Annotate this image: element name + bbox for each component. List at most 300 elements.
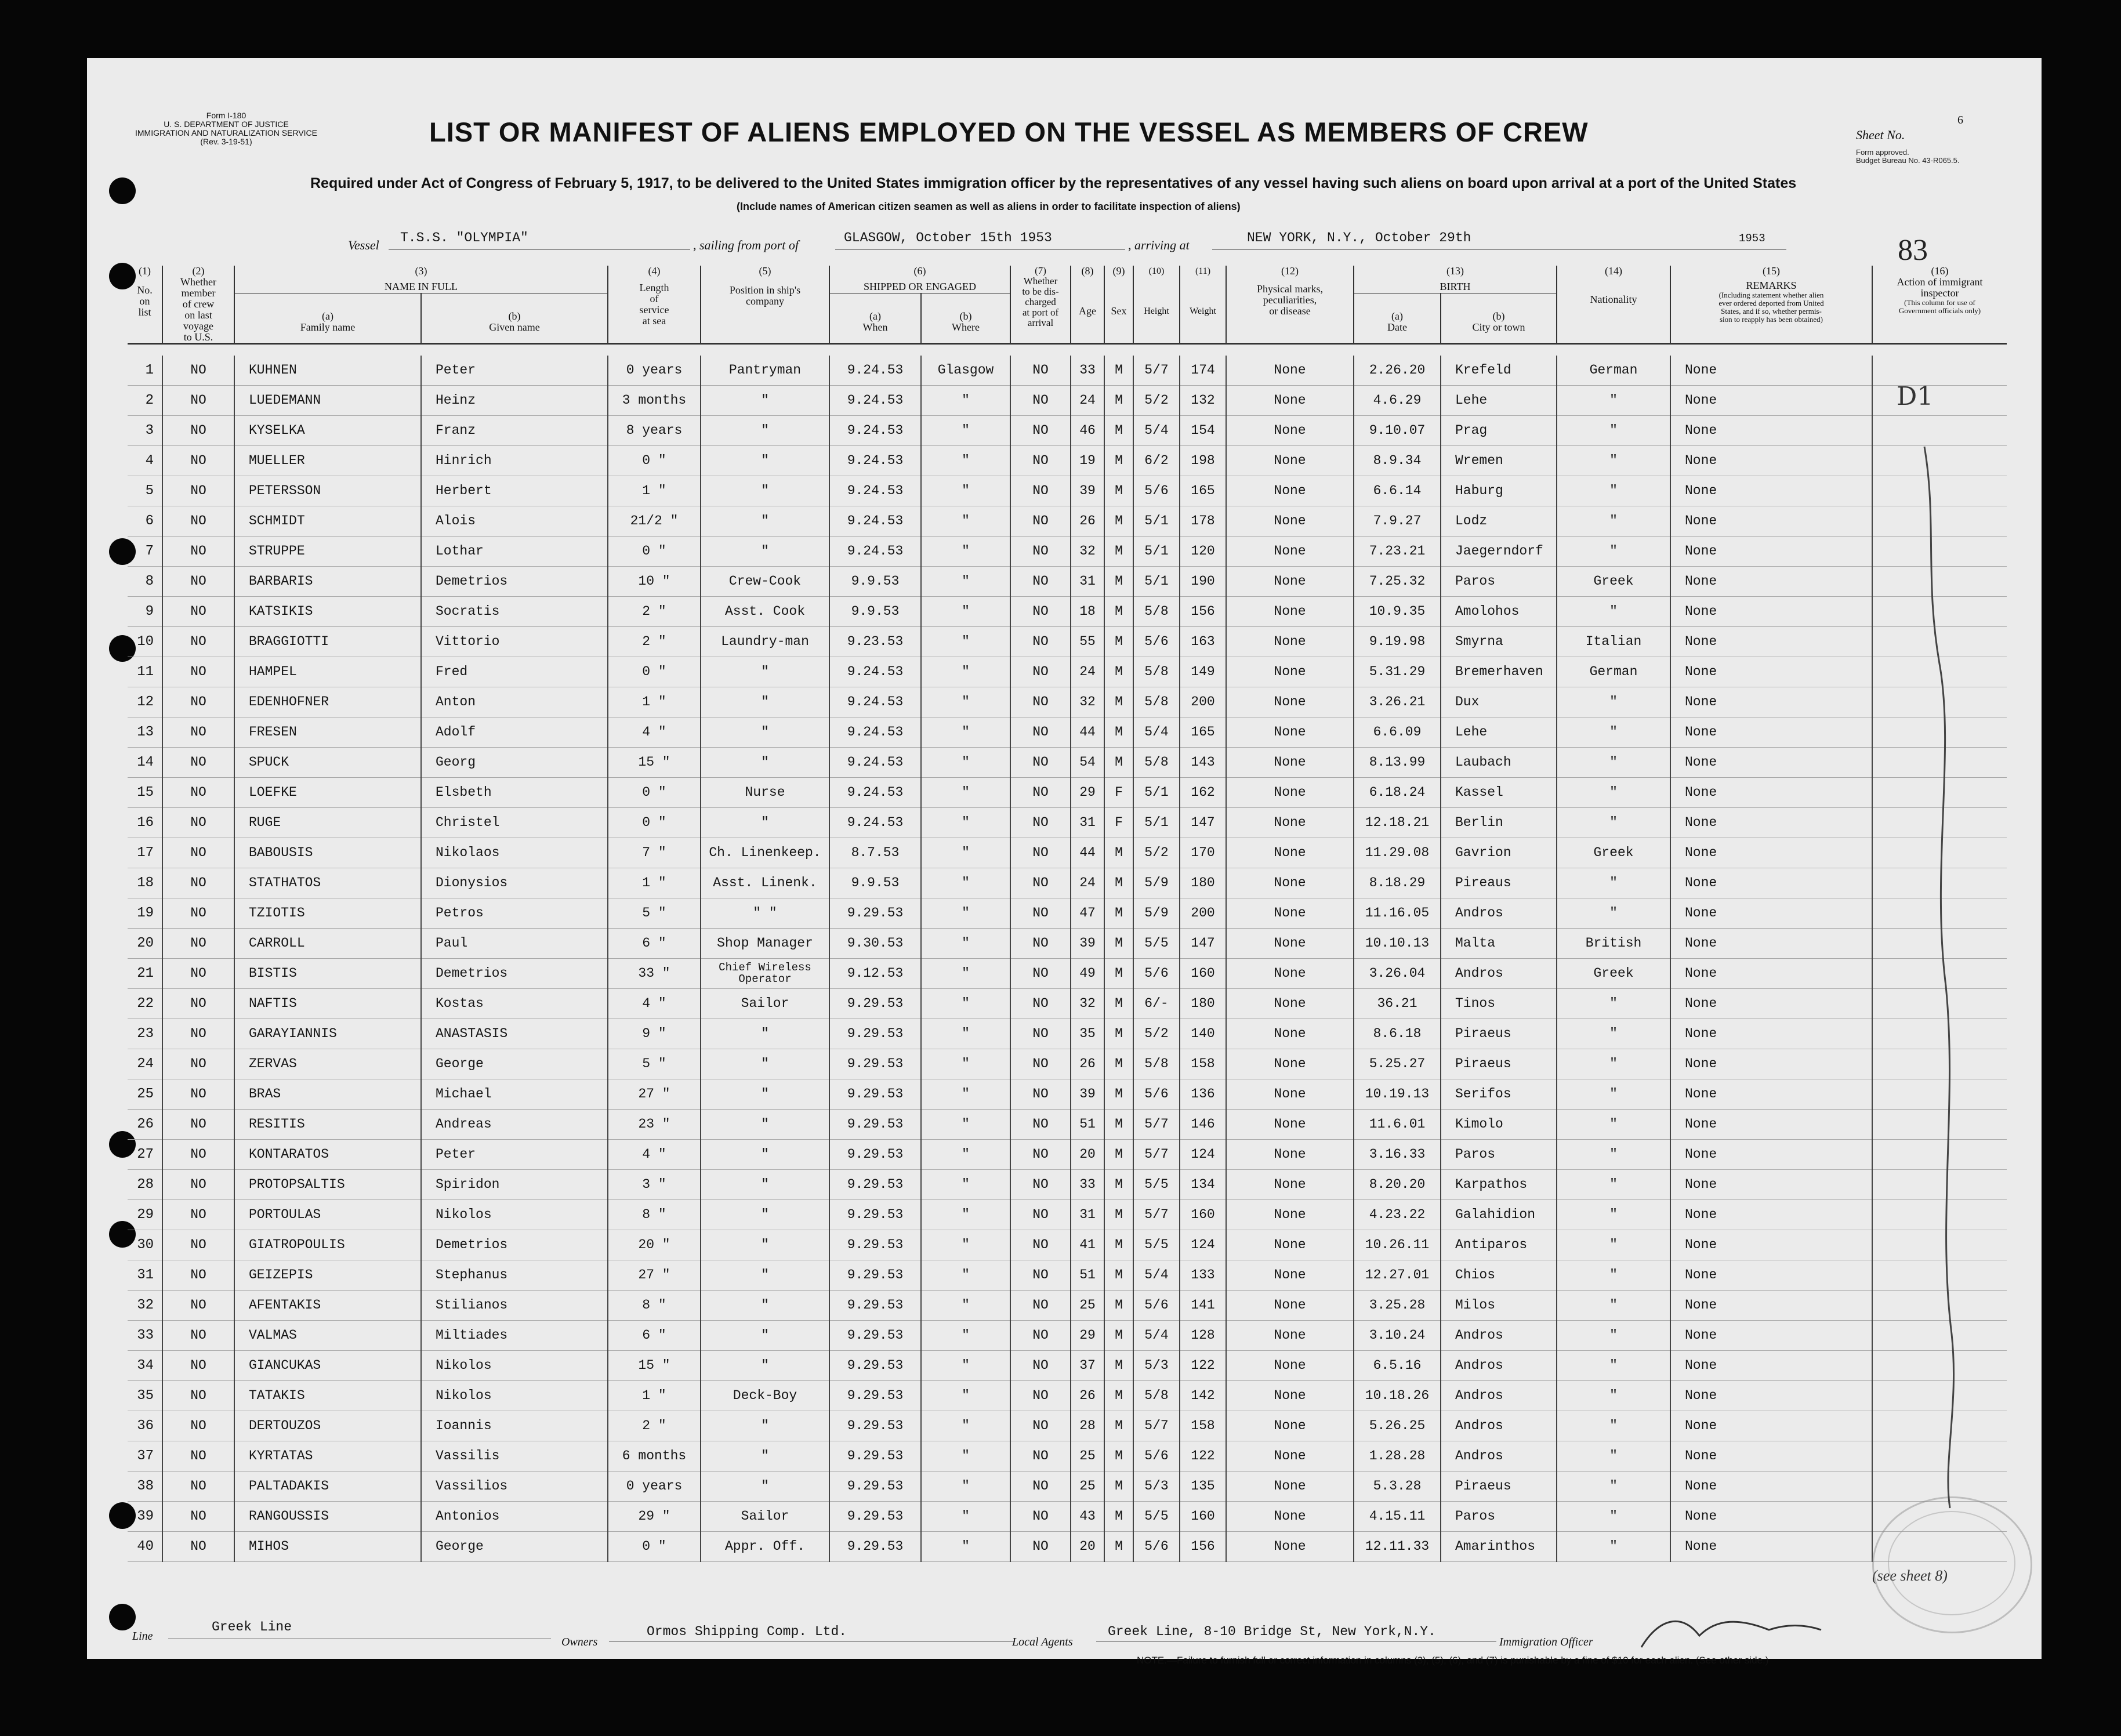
col-header-nationality: (14) Nationality: [1557, 266, 1670, 344]
birth-city: Serifos: [1441, 1079, 1557, 1109]
service-length: 0 ": [608, 657, 701, 687]
nationality: ": [1557, 1290, 1670, 1320]
service-length: 6 ": [608, 1320, 701, 1350]
row-number: 6: [128, 506, 162, 536]
weight: 165: [1180, 717, 1226, 747]
height: 5/2: [1133, 1019, 1180, 1049]
service-length: 7 ": [608, 838, 701, 868]
sex: F: [1104, 807, 1133, 838]
given-name: Heinz: [421, 385, 608, 415]
height: 5/6: [1133, 476, 1180, 506]
family-name: KUHNEN: [234, 356, 421, 386]
document-title: LIST OR MANIFEST OF ALIENS EMPLOYED ON THE VESSEL AS MEMBERS OF CREW: [429, 117, 1589, 147]
shipped-when: 9.29.53: [829, 1531, 921, 1561]
previous-voyage: NO: [162, 476, 234, 506]
family-name: PORTOULAS: [234, 1199, 421, 1230]
nationality: ": [1557, 898, 1670, 928]
height: 5/3: [1133, 1350, 1180, 1380]
row-number: 28: [128, 1169, 162, 1199]
shipped-where: ": [921, 868, 1010, 898]
remarks: None: [1670, 1320, 1872, 1350]
shipped-where: ": [921, 1411, 1010, 1441]
birth-date: 7.25.32: [1354, 566, 1441, 596]
birth-date: 10.9.35: [1354, 596, 1441, 626]
height: 5/7: [1133, 1199, 1180, 1230]
service-length: 3 months: [608, 385, 701, 415]
previous-voyage: NO: [162, 1169, 234, 1199]
discharged: NO: [1010, 928, 1071, 958]
sex: M: [1104, 1441, 1133, 1471]
nationality: ": [1557, 868, 1670, 898]
age: 47: [1071, 898, 1104, 928]
col-header-weight: (11) Weight: [1180, 266, 1226, 344]
service-length: 0 ": [608, 777, 701, 807]
previous-voyage: NO: [162, 1501, 234, 1531]
nationality: ": [1557, 1411, 1670, 1441]
physical-marks: None: [1226, 356, 1354, 386]
service-length: 1 ": [608, 687, 701, 717]
physical-marks: None: [1226, 958, 1354, 988]
discharged: NO: [1010, 898, 1071, 928]
nationality: ": [1557, 1019, 1670, 1049]
given-name: Miltiades: [421, 1320, 608, 1350]
service-length: 0 ": [608, 1531, 701, 1561]
birth-date: 11.16.05: [1354, 898, 1441, 928]
given-name: Stilianos: [421, 1290, 608, 1320]
nationality: ": [1557, 476, 1670, 506]
nationality: ": [1557, 1380, 1670, 1411]
height: 5/4: [1133, 1320, 1180, 1350]
previous-voyage: NO: [162, 687, 234, 717]
service-length: 2 ": [608, 596, 701, 626]
shipped-when: 9.12.53: [829, 958, 921, 988]
family-name: KONTARATOS: [234, 1139, 421, 1169]
height: 5/4: [1133, 415, 1180, 445]
physical-marks: None: [1226, 1019, 1354, 1049]
shipped-when: 9.29.53: [829, 1230, 921, 1260]
form-line: (Rev. 3-19-51): [200, 137, 252, 146]
previous-voyage: NO: [162, 596, 234, 626]
physical-marks: None: [1226, 777, 1354, 807]
family-name: DERTOUZOS: [234, 1411, 421, 1441]
weight: 163: [1180, 626, 1226, 657]
service-length: 8 ": [608, 1199, 701, 1230]
sex: M: [1104, 506, 1133, 536]
discharged: NO: [1010, 1139, 1071, 1169]
family-name: RANGOUSSIS: [234, 1501, 421, 1531]
shipped-when: 9.24.53: [829, 657, 921, 687]
service-length: 4 ": [608, 988, 701, 1019]
age: 32: [1071, 988, 1104, 1019]
row-number: 12: [128, 687, 162, 717]
col-header-position: (5) Position in ship's company: [701, 266, 829, 344]
shipped-where: ": [921, 838, 1010, 868]
family-name: BRAS: [234, 1079, 421, 1109]
sex: M: [1104, 1019, 1133, 1049]
row-number: 31: [128, 1260, 162, 1290]
height: 5/8: [1133, 1380, 1180, 1411]
nationality: ": [1557, 717, 1670, 747]
height: 5/8: [1133, 747, 1180, 777]
shipped-when: 9.24.53: [829, 747, 921, 777]
birth-date: 5.26.25: [1354, 1411, 1441, 1441]
family-name: RESITIS: [234, 1109, 421, 1139]
shipped-when: 9.9.53: [829, 566, 921, 596]
shipped-where: ": [921, 717, 1010, 747]
sex: M: [1104, 536, 1133, 566]
family-name: GARAYIANNIS: [234, 1019, 421, 1049]
shipped-when: 8.7.53: [829, 838, 921, 868]
previous-voyage: NO: [162, 1411, 234, 1441]
family-name: LUEDEMANN: [234, 385, 421, 415]
col-header-no: (1) No. on list: [137, 266, 153, 318]
sex: M: [1104, 476, 1133, 506]
family-name: HAMPEL: [234, 657, 421, 687]
shipped-when: 9.9.53: [829, 868, 921, 898]
service-length: 5 ": [608, 1049, 701, 1079]
approval-line: Form approved.: [1856, 148, 1909, 157]
service-length: 4 ": [608, 717, 701, 747]
sex: M: [1104, 747, 1133, 777]
birth-city: Haburg: [1441, 476, 1557, 506]
row-number: 2: [128, 385, 162, 415]
shipped-where: ": [921, 747, 1010, 777]
weight: 200: [1180, 687, 1226, 717]
height: 5/7: [1133, 356, 1180, 386]
height: 5/1: [1133, 777, 1180, 807]
nationality: ": [1557, 1199, 1670, 1230]
age: 26: [1071, 506, 1104, 536]
remarks: None: [1670, 777, 1872, 807]
shipped-where: ": [921, 898, 1010, 928]
birth-date: 2.26.20: [1354, 356, 1441, 386]
birth-city: Lodz: [1441, 506, 1557, 536]
physical-marks: None: [1226, 1531, 1354, 1561]
age: 32: [1071, 687, 1104, 717]
remarks: None: [1670, 1230, 1872, 1260]
birth-city: Andros: [1441, 1411, 1557, 1441]
family-name: CARROLL: [234, 928, 421, 958]
col-header-birth-city: (b) City or town: [1441, 293, 1557, 344]
discharged: NO: [1010, 1019, 1071, 1049]
remarks: None: [1670, 1471, 1872, 1501]
nationality: ": [1557, 1260, 1670, 1290]
position: ": [701, 1441, 829, 1471]
birth-city: Andros: [1441, 958, 1557, 988]
physical-marks: None: [1226, 476, 1354, 506]
age: 49: [1071, 958, 1104, 988]
weight: 133: [1180, 1260, 1226, 1290]
nationality: ": [1557, 1501, 1670, 1531]
previous-voyage: NO: [162, 747, 234, 777]
row-number: 22: [128, 988, 162, 1019]
weight: 147: [1180, 928, 1226, 958]
physical-marks: None: [1226, 928, 1354, 958]
discharged: NO: [1010, 596, 1071, 626]
row-number: 13: [128, 717, 162, 747]
remarks: None: [1670, 1501, 1872, 1531]
weight: 146: [1180, 1109, 1226, 1139]
birth-city: Bremerhaven: [1441, 657, 1557, 687]
physical-marks: None: [1226, 1199, 1354, 1230]
physical-marks: None: [1226, 536, 1354, 566]
col-header-age: (8) Age: [1071, 266, 1104, 344]
nationality: ": [1557, 536, 1670, 566]
sex: M: [1104, 1169, 1133, 1199]
shipped-where: ": [921, 415, 1010, 445]
shipped-where: ": [921, 1079, 1010, 1109]
weight: 198: [1180, 445, 1226, 476]
position: ": [701, 445, 829, 476]
given-name: Anton: [421, 687, 608, 717]
weight: 120: [1180, 536, 1226, 566]
age: 24: [1071, 385, 1104, 415]
remarks: None: [1670, 1109, 1872, 1139]
height: 5/6: [1133, 1290, 1180, 1320]
col-header-discharged: (7) Whether to be dis- charged at port of arrival: [1010, 266, 1071, 344]
given-name: Hinrich: [421, 445, 608, 476]
nationality: ": [1557, 1230, 1670, 1260]
remarks: None: [1670, 657, 1872, 687]
height: 5/6: [1133, 626, 1180, 657]
physical-marks: None: [1226, 1350, 1354, 1380]
previous-voyage: NO: [162, 415, 234, 445]
family-name: VALMAS: [234, 1320, 421, 1350]
previous-voyage: NO: [162, 566, 234, 596]
sex: M: [1104, 1320, 1133, 1350]
physical-marks: None: [1226, 717, 1354, 747]
shipped-when: 9.29.53: [829, 1199, 921, 1230]
remarks: None: [1670, 807, 1872, 838]
birth-date: 3.16.33: [1354, 1139, 1441, 1169]
family-name: BISTIS: [234, 958, 421, 988]
col-header-when: (a) When: [829, 293, 921, 344]
row-number: 27: [128, 1139, 162, 1169]
birth-date: 11.29.08: [1354, 838, 1441, 868]
previous-voyage: NO: [162, 988, 234, 1019]
discharged: NO: [1010, 1109, 1071, 1139]
height: 6/-: [1133, 988, 1180, 1019]
discharged: NO: [1010, 1411, 1071, 1441]
given-name: Petros: [421, 898, 608, 928]
age: 20: [1071, 1139, 1104, 1169]
previous-voyage: NO: [162, 928, 234, 958]
row-number: 1: [128, 356, 162, 386]
birth-date: 10.19.13: [1354, 1079, 1441, 1109]
previous-voyage: NO: [162, 1380, 234, 1411]
position: ": [701, 476, 829, 506]
shipped-where: ": [921, 657, 1010, 687]
shipped-where: ": [921, 958, 1010, 988]
birth-date: 3.10.24: [1354, 1320, 1441, 1350]
physical-marks: None: [1226, 747, 1354, 777]
row-number: 10: [128, 626, 162, 657]
service-length: 4 ": [608, 1139, 701, 1169]
birth-date: 12.18.21: [1354, 807, 1441, 838]
nationality: ": [1557, 1441, 1670, 1471]
sex: M: [1104, 1411, 1133, 1441]
discharged: NO: [1010, 1320, 1071, 1350]
sex: M: [1104, 687, 1133, 717]
shipped-where: ": [921, 807, 1010, 838]
remarks: None: [1670, 1380, 1872, 1411]
birth-city: Berlin: [1441, 807, 1557, 838]
position: ": [701, 385, 829, 415]
sex: M: [1104, 958, 1133, 988]
previous-voyage: NO: [162, 1531, 234, 1561]
given-name: Christel: [421, 807, 608, 838]
col-header-given-name: (b) Given name: [421, 293, 608, 344]
form-line: Form I-180: [206, 111, 246, 120]
given-name: Antonios: [421, 1501, 608, 1531]
physical-marks: None: [1226, 1471, 1354, 1501]
shipped-when: 9.29.53: [829, 1169, 921, 1199]
age: 28: [1071, 1411, 1104, 1441]
sex: M: [1104, 838, 1133, 868]
position: ": [701, 1471, 829, 1501]
previous-voyage: NO: [162, 838, 234, 868]
height: 5/1: [1133, 506, 1180, 536]
penalty-note: NOTE.—Failure to furnish full or correct information in columns (3), (5), (6), and (7) is punishable by a fine of $10 for each alien. (See other side.): [1137, 1655, 1769, 1666]
shipped-where: ": [921, 1169, 1010, 1199]
remarks: None: [1670, 1531, 1872, 1561]
handwritten-page-number: 83: [1898, 234, 1928, 267]
physical-marks: None: [1226, 1441, 1354, 1471]
col-header-physical-marks: (12) Physical marks, peculiarities, or disease: [1226, 266, 1354, 344]
service-length: 0 years: [608, 356, 701, 386]
birth-date: 1.28.28: [1354, 1441, 1441, 1471]
position: ": [701, 1230, 829, 1260]
col-header-height: (10) Height: [1133, 266, 1180, 344]
sex: M: [1104, 868, 1133, 898]
height: 5/6: [1133, 1531, 1180, 1561]
discharged: NO: [1010, 1290, 1071, 1320]
shipped-when: 9.24.53: [829, 445, 921, 476]
service-length: 1 ": [608, 476, 701, 506]
given-name: Alois: [421, 506, 608, 536]
family-name: TATAKIS: [234, 1380, 421, 1411]
service-length: 1 ": [608, 868, 701, 898]
shipped-when: 9.29.53: [829, 1019, 921, 1049]
weight: 154: [1180, 415, 1226, 445]
birth-city: Antiparos: [1441, 1230, 1557, 1260]
weight: 165: [1180, 476, 1226, 506]
nationality: British: [1557, 928, 1670, 958]
remarks: None: [1670, 838, 1872, 868]
age: 31: [1071, 1199, 1104, 1230]
sheet-number: 6: [1957, 114, 1963, 126]
birth-city: Paros: [1441, 566, 1557, 596]
family-name: PROTOPSALTIS: [234, 1169, 421, 1199]
given-name: Elsbeth: [421, 777, 608, 807]
family-name: ZERVAS: [234, 1049, 421, 1079]
age: 35: [1071, 1019, 1104, 1049]
discharged: NO: [1010, 626, 1071, 657]
birth-city: Lehe: [1441, 385, 1557, 415]
previous-voyage: NO: [162, 1109, 234, 1139]
position: ": [701, 415, 829, 445]
discharged: NO: [1010, 1350, 1071, 1380]
discharged: NO: [1010, 1471, 1071, 1501]
position: ": [701, 536, 829, 566]
birth-date: 3.25.28: [1354, 1290, 1441, 1320]
previous-voyage: NO: [162, 1290, 234, 1320]
row-number: 26: [128, 1109, 162, 1139]
age: 33: [1071, 356, 1104, 386]
sex: M: [1104, 1531, 1133, 1561]
height: 5/3: [1133, 1471, 1180, 1501]
age: 31: [1071, 807, 1104, 838]
given-name: Fred: [421, 657, 608, 687]
shipped-when: 9.24.53: [829, 687, 921, 717]
row-number: 39: [128, 1501, 162, 1531]
shipped-where: ": [921, 1380, 1010, 1411]
col-header-family-name: (a) Family name: [234, 293, 421, 344]
service-length: 15 ": [608, 1350, 701, 1380]
birth-date: 10.10.13: [1354, 928, 1441, 958]
previous-voyage: NO: [162, 898, 234, 928]
service-length: 27 ": [608, 1079, 701, 1109]
physical-marks: None: [1226, 566, 1354, 596]
sex: M: [1104, 898, 1133, 928]
nationality: ": [1557, 777, 1670, 807]
given-name: Kostas: [421, 988, 608, 1019]
physical-marks: None: [1226, 415, 1354, 445]
remarks: None: [1670, 356, 1872, 386]
service-length: 0 years: [608, 1471, 701, 1501]
position: ": [701, 747, 829, 777]
sex: M: [1104, 626, 1133, 657]
weight: 140: [1180, 1019, 1226, 1049]
shipped-where: ": [921, 566, 1010, 596]
shipped-where: Glasgow: [921, 356, 1010, 386]
birth-city: Laubach: [1441, 747, 1557, 777]
approval-line: Budget Bureau No. 43-R065.5.: [1856, 156, 1960, 165]
birth-date: 7.9.27: [1354, 506, 1441, 536]
sex: M: [1104, 657, 1133, 687]
birth-city: Paros: [1441, 1501, 1557, 1531]
service-length: 3 ": [608, 1169, 701, 1199]
birth-date: 5.25.27: [1354, 1049, 1441, 1079]
birth-city: Andros: [1441, 898, 1557, 928]
birth-date: 6.6.09: [1354, 717, 1441, 747]
height: 5/4: [1133, 1260, 1180, 1290]
row-number: 15: [128, 777, 162, 807]
given-name: Demetrios: [421, 958, 608, 988]
weight: 136: [1180, 1079, 1226, 1109]
discharged: NO: [1010, 958, 1071, 988]
shipped-where: ": [921, 596, 1010, 626]
remarks: None: [1670, 1411, 1872, 1441]
age: 39: [1071, 928, 1104, 958]
shipped-when: 9.29.53: [829, 1260, 921, 1290]
shipped-where: ": [921, 385, 1010, 415]
sex: M: [1104, 1350, 1133, 1380]
row-number: 20: [128, 928, 162, 958]
weight: 178: [1180, 506, 1226, 536]
given-name: Andreas: [421, 1109, 608, 1139]
given-name: Michael: [421, 1079, 608, 1109]
position: Crew-Cook: [701, 566, 829, 596]
age: 26: [1071, 1049, 1104, 1079]
discharged: NO: [1010, 1049, 1071, 1079]
nationality: German: [1557, 657, 1670, 687]
discharged: NO: [1010, 868, 1071, 898]
given-name: Peter: [421, 1139, 608, 1169]
previous-voyage: NO: [162, 385, 234, 415]
position: ": [701, 807, 829, 838]
col-header-birth: (13) BIRTH: [1354, 266, 1557, 293]
